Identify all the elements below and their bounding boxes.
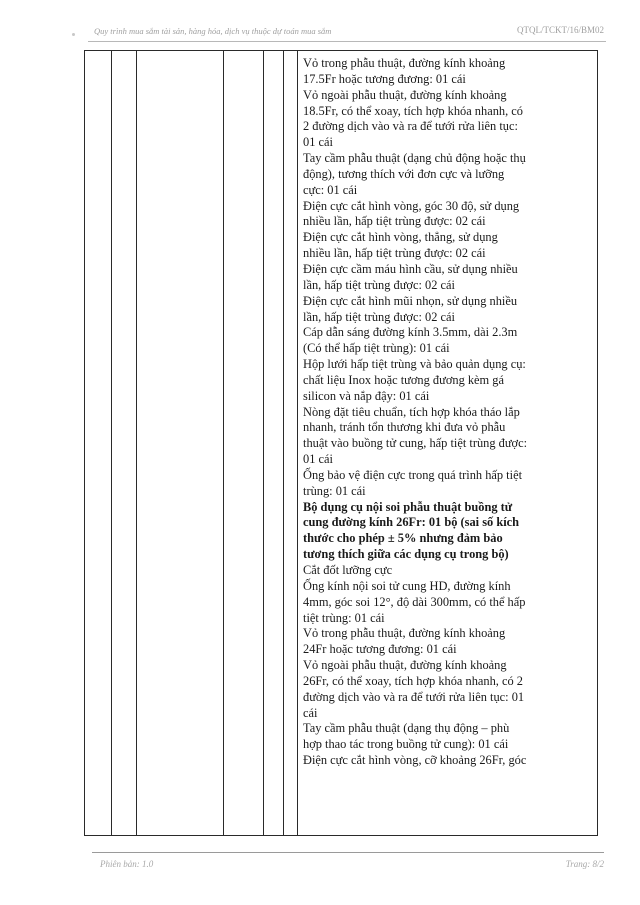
spec-text-line: Điện cực cắt hình vòng, cỡ khoảng 26Fr, góc	[303, 753, 527, 768]
spec-text-line: tiệt trùng: 01 cái	[303, 610, 385, 625]
spec-text-line: Điện cực cắt hình vòng, góc 30 độ, sử dụng	[303, 198, 520, 213]
spec-text-line: 24Fr hoặc tương đương: 01 cái	[303, 642, 457, 657]
spec-text-line: Ống kính nội soi tử cung HD, đường kính	[303, 578, 511, 593]
page-corner-mark	[72, 33, 75, 36]
spec-text-line: Nòng đặt tiêu chuẩn, tích hợp khóa tháo lắp	[303, 404, 520, 419]
spec-text-line: Điện cực cắt hình mũi nhọn, sử dụng nhiều	[303, 293, 518, 308]
table-column-divider	[263, 50, 264, 836]
table-column-divider	[223, 50, 224, 836]
spec-heading-line: Bộ dụng cụ nội soi phẫu thuật buồng tử	[303, 499, 513, 514]
spec-text-line: 01 cái	[303, 452, 333, 467]
spec-text-line: động), tương thích với đơn cực và lưỡng	[303, 166, 505, 181]
table-column-divider	[136, 50, 137, 836]
spec-text-line: Vỏ ngoài phẫu thuật, đường kính khoảng	[303, 87, 507, 102]
spec-text-line: đường dịch vào và ra để tưới rửa liên tục: 01	[303, 689, 525, 704]
spec-text-line: Cáp dẫn sáng đường kính 3.5mm, dài 2.3m	[303, 325, 518, 340]
spec-text-line: 2 đường dịch vào và ra để tưới rửa liên tục:	[303, 119, 518, 134]
spec-text-line: Hộp lưới hấp tiệt trùng và bảo quản dụng cụ:	[303, 357, 526, 372]
spec-text-line: trùng: 01 cái	[303, 483, 366, 498]
spec-text-line: hợp thao tác trong buồng tử cung): 01 cái	[303, 737, 509, 752]
spec-text-line: Tay cầm phẫu thuật (dạng chủ động hoặc thụ	[303, 151, 526, 166]
specification-cell	[303, 56, 593, 769]
table-column-divider	[111, 50, 112, 836]
header-document-code: QTQL/TCKT/16/BM02	[517, 25, 604, 35]
spec-text-line: Điện cực cắt hình vòng, thẳng, sử dụng	[303, 230, 498, 245]
spec-text-line: Vỏ trong phẫu thuật, đường kính khoảng	[303, 56, 506, 70]
spec-text-line: (Có thể hấp tiệt trùng): 01 cái	[303, 341, 450, 356]
spec-text-line: thuật vào buồng tử cung, hấp tiệt trùng được:	[303, 436, 528, 451]
table-column-divider	[297, 50, 298, 836]
spec-text-line: 18.5Fr, có thể xoay, tích hợp khóa nhanh, có	[303, 103, 523, 118]
table-column-divider	[283, 50, 284, 836]
spec-text-line: 17.5Fr hoặc tương đương: 01 cái	[303, 71, 466, 86]
spec-text-line: silicon và nắp đậy: 01 cái	[303, 388, 430, 403]
spec-heading-line: thước cho phép ± 5% nhưng đảm bảo	[303, 531, 503, 546]
spec-text-line: Vỏ trong phẫu thuật, đường kính khoảng	[303, 626, 506, 641]
spec-text-line: lần, hấp tiệt trùng được: 02 cái	[303, 309, 455, 324]
header-title: Quy trình mua sắm tài sản, hàng hóa, dịch vụ thuộc dự toán mua sắm	[94, 26, 332, 36]
spec-text-line: cái	[303, 705, 318, 720]
footer-version: Phiên bản: 1.0	[100, 859, 154, 869]
footer-page-number: Trang: 8/2	[565, 859, 604, 869]
spec-text-line: nhanh, tránh tổn thương khi đưa vỏ phẫu	[303, 420, 506, 435]
spec-text-line: nhiều lần, hấp tiệt trùng được: 02 cái	[303, 214, 486, 229]
spec-heading-line: tương thích giữa các dụng cụ trong bộ)	[303, 547, 509, 562]
footer-divider	[92, 852, 604, 853]
spec-text-line: cực: 01 cái	[303, 182, 358, 197]
spec-text-line: Điện cực cầm máu hình cầu, sử dụng nhiều	[303, 261, 518, 276]
spec-text-line: 26Fr, có thể xoay, tích hợp khóa nhanh, có 2	[303, 673, 523, 688]
spec-text-line: Tay cầm phẫu thuật (dạng thụ động – phù	[303, 721, 510, 736]
spec-text-line: lần, hấp tiệt trùng được: 02 cái	[303, 277, 455, 292]
spec-text-line: Ống bảo vệ điện cực trong quá trình hấp tiệt	[303, 467, 523, 482]
spec-heading-line: cung đường kính 26Fr: 01 bộ (sai số kích	[303, 515, 520, 530]
spec-text-line: 4mm, góc soi 12°, độ dài 300mm, có thể hấp	[303, 594, 526, 609]
spec-text-line: Vỏ ngoài phẫu thuật, đường kính khoảng	[303, 658, 507, 673]
spec-text-line: chất liệu Inox hoặc tương đương kèm gá	[303, 372, 504, 387]
header-divider	[88, 41, 606, 42]
spec-text-line: nhiều lần, hấp tiệt trùng được: 02 cái	[303, 246, 486, 261]
spec-text-line: 01 cái	[303, 135, 333, 150]
spec-text-line: Cắt đốt lưỡng cực	[303, 563, 393, 577]
